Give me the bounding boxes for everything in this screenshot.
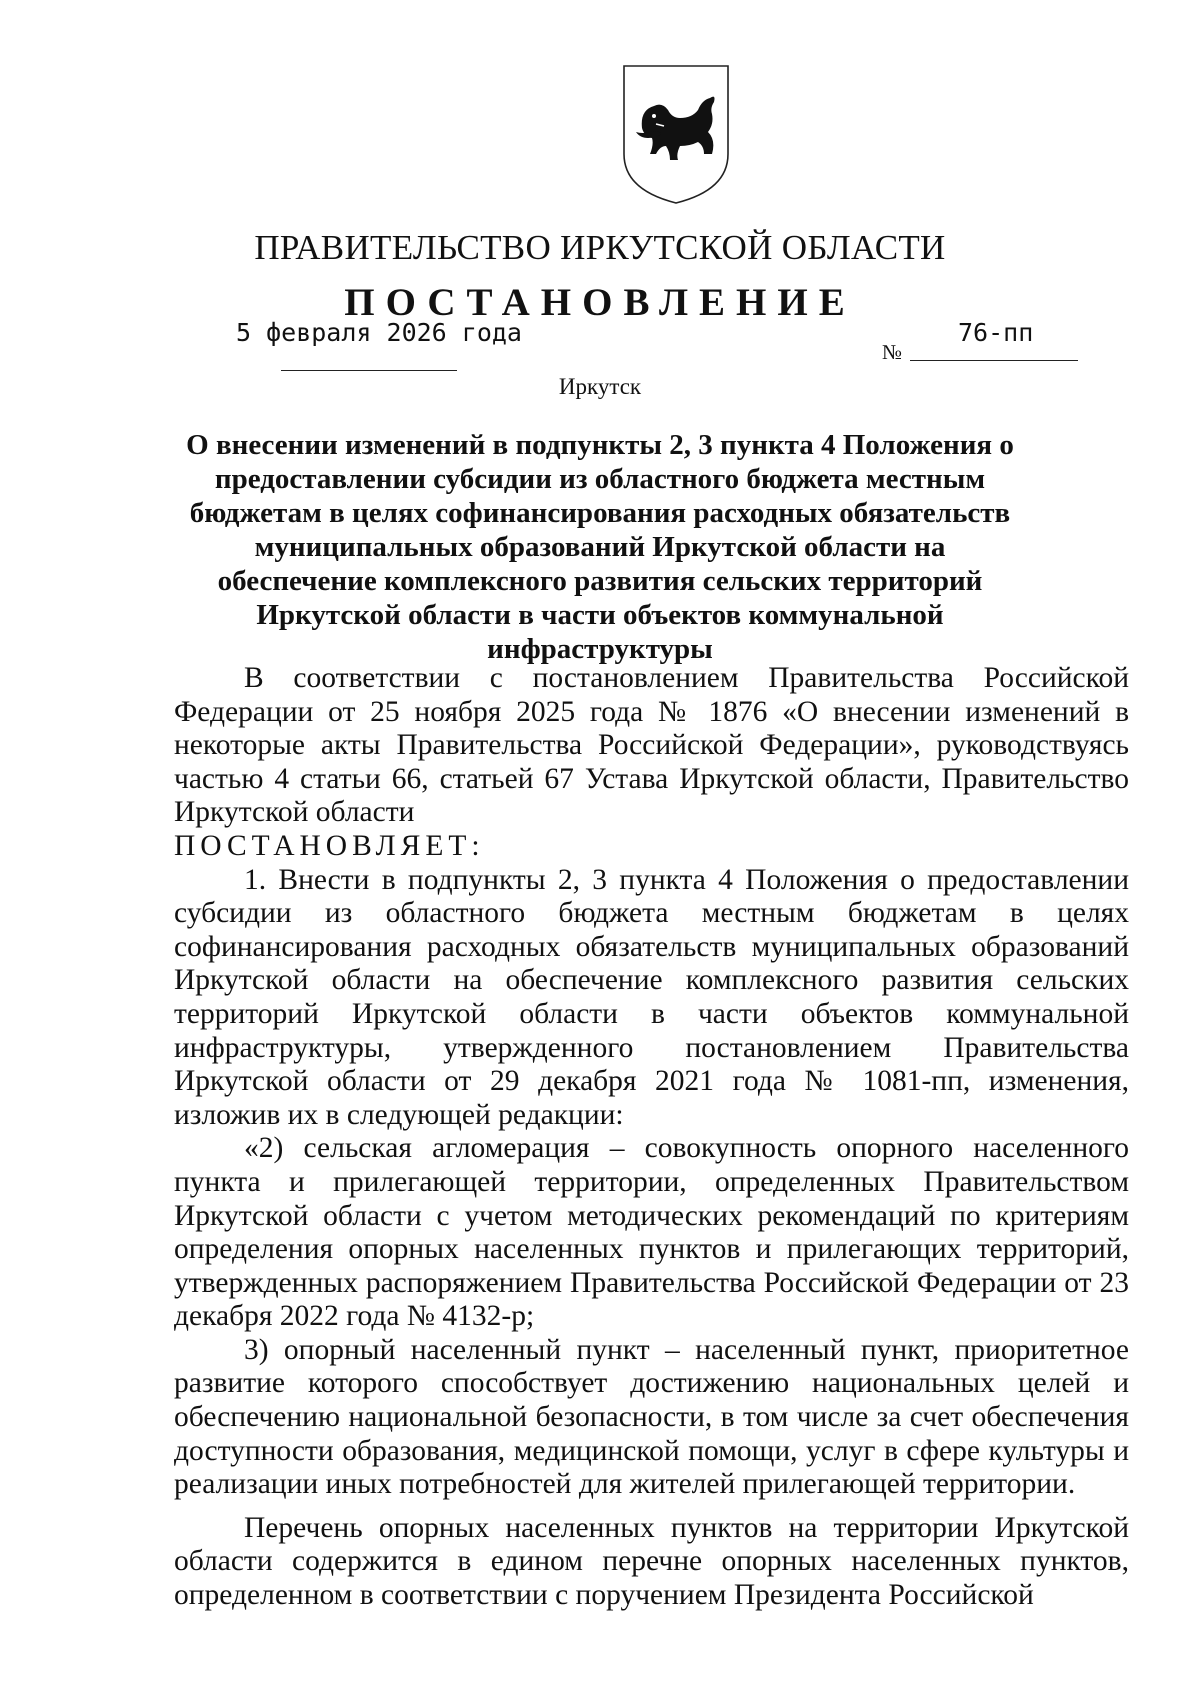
city-name: Иркутск	[558, 374, 642, 399]
document-type: ПОСТАНОВЛЕНИЕ	[344, 281, 856, 324]
organization-name: ПРАВИТЕЛЬСТВО ИРКУТСКОЙ ОБЛАСТИ	[254, 228, 946, 267]
irkutsk-coat-of-arms-icon	[620, 62, 732, 207]
preamble-paragraph: В соответствии с постановлением Правительства Российской Федерации от 25 ноября 2025 года № 1876 «О внесении изменений в некоторые акты Правительства Российской Федерации», руководствуясь частью 4 статьи 66, статьей 67 Устава Иркутской области, Правительство Иркутской области	[174, 662, 1129, 829]
list-paragraph: Перечень опорных населенных пунктов на территории Иркутской области содержится в едином перечне опорных населенных пунктов, определенном в соответствии с поручением Президента Российской	[174, 1511, 1129, 1612]
item-1-paragraph: 1. Внести в подпункты 2, 3 пункта 4 Положения о предоставлении субсидии из областного бюджета местным бюджетам в целях софинансирования расходных обязательств муниципальных образований Иркутской области на обеспечение комплексного развития сельских территорий Иркутской области в части объектов коммунальной инфраструктуры, утвержденного постановлением Правительства Иркутской области от 29 декабря 2021 года № 1081-пп, изменения, изложив их в следующей редакции:	[174, 863, 1129, 1131]
number-sign: №	[882, 340, 903, 364]
document-date: 5 февраля 2026 года	[236, 318, 522, 347]
document-number: 76-пп	[958, 318, 1034, 347]
date-underline	[281, 370, 457, 371]
document-title: О внесении изменений в подпункты 2, 3 пункта 4 Положения о предоставлении субсидии из областного бюджета местным бюджетам в целях софинансирования расходных обязательств муниципальных образований Иркутской области на обеспечение комплексного развития сельских территорий Иркутской области в части объектов коммунальной инфраструктуры	[186, 429, 1014, 665]
document-body	[174, 662, 1129, 1613]
subitem-3-paragraph: 3) опорный населенный пункт – населенный пункт, приоритетное развитие которого способствует достижению национальных целей и обеспечению национальной безопасности, в том числе за счет обеспечения доступности образования, медицинской помощи, услуг в сфере культуры и реализации иных потребностей для жителей прилегающей территории.	[174, 1333, 1129, 1501]
number-underline	[910, 360, 1078, 361]
subitem-2-paragraph: «2) сельская агломерация – совокупность опорного населенного пункта и прилегающей территории, определенных Правительством Иркутской области с учетом методических рекомендаций по критериям определения опорных населенных пунктов и прилегающих территорий, утвержденных распоряжением Правительства Российской Федерации от 23 декабря 2022 года № 4132-р;	[174, 1132, 1129, 1333]
decree-word: ПОСТАНОВЛЯЕТ:	[174, 829, 485, 862]
